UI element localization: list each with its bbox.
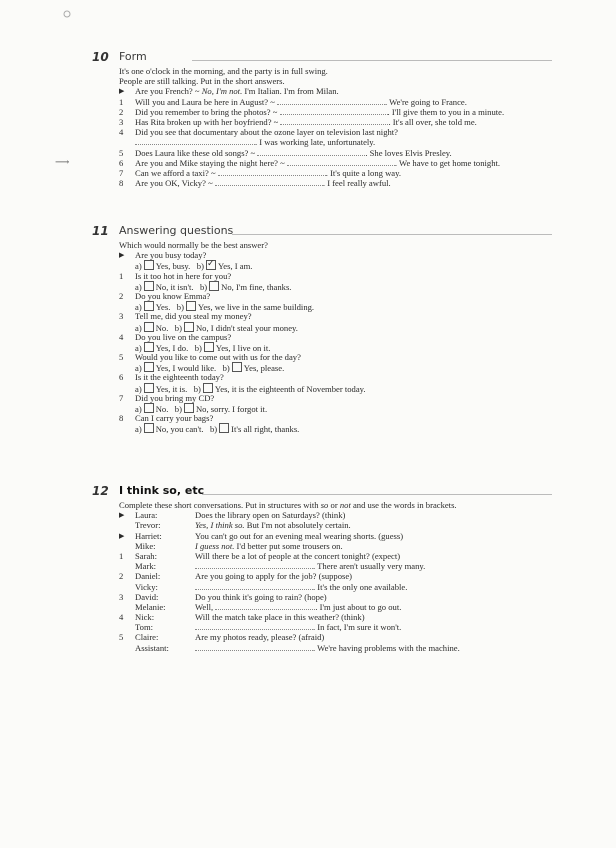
list-item-reply [119, 622, 552, 632]
text-label: Are my photos ready, please? (afraid) [195, 632, 325, 643]
text-label: Laura: [135, 510, 158, 521]
text-span [195, 602, 401, 612]
text-label: . In fact, I'm sure it won't. [313, 622, 402, 633]
divider [232, 234, 552, 235]
checkbox[interactable] [144, 342, 154, 352]
checkbox[interactable] [204, 342, 214, 352]
text-span [135, 148, 452, 158]
text-label: Did you remember to bring the photos? ~ [135, 106, 278, 117]
text-label: . She loves Elvis Presley. [365, 147, 452, 158]
text-label: . We're having problems with the machine. [313, 642, 460, 653]
answer-blank[interactable] [215, 603, 315, 610]
list-item [119, 632, 552, 642]
text-label: 2 [119, 571, 124, 582]
text-label: Yes, I live on it. [215, 342, 271, 353]
example-item [119, 250, 552, 260]
text-span [195, 643, 460, 653]
text-label: Harriet: [135, 530, 162, 541]
answer-blank[interactable] [135, 138, 255, 145]
text-label: Does the library open on Saturdays? (think) [195, 510, 346, 521]
answer-blank[interactable] [280, 118, 388, 125]
text-label: No, I'm not. [201, 86, 243, 97]
answer-blank[interactable] [257, 149, 365, 156]
exercise-number: 11 [92, 224, 109, 238]
answer-blank[interactable] [195, 644, 313, 651]
text-label: 1 [119, 550, 124, 561]
text-label: 3 [119, 311, 124, 322]
answer-options [119, 362, 552, 372]
text-label: b) [199, 281, 208, 292]
text-label: No, I'm fine, thanks. [221, 281, 292, 292]
text-label: Melanie: [135, 601, 166, 612]
text-label: Nick: [135, 612, 155, 623]
text-label: No, it isn't. [155, 281, 194, 292]
text-label: No. [155, 322, 169, 333]
divider [202, 494, 552, 495]
text-span [135, 86, 339, 96]
example-item [119, 86, 552, 96]
checkbox[interactable] [144, 383, 154, 393]
text-label: . I'll give them to you in a minute. [387, 106, 505, 117]
list-item [119, 372, 552, 382]
text-label: 7 [119, 392, 124, 403]
text-label: Complete these short conversations. Put in structures with [119, 500, 319, 510]
text-label: Yes, busy. [155, 261, 191, 272]
text-label: Sarah: [135, 550, 157, 561]
text-label: . It's quite a long way. [325, 167, 401, 178]
text-label: . I was working late, unfortunately. [255, 137, 376, 148]
exercise-number: 12 [92, 484, 109, 498]
text-label: Yes, I am. [217, 261, 253, 272]
text-label: 3 [119, 116, 124, 127]
list-item-reply [119, 561, 552, 571]
list-item [119, 311, 552, 321]
list-item-reply [119, 643, 552, 653]
answer-options [119, 403, 552, 413]
checkbox[interactable] [219, 423, 229, 433]
answer-blank[interactable] [195, 623, 313, 630]
text-span [195, 561, 425, 571]
list-item [119, 127, 552, 137]
list-item [119, 148, 552, 158]
text-label: . I'm just about to go out. [315, 601, 402, 612]
list-item [119, 178, 552, 188]
arrow-icon: ▶ [119, 531, 125, 540]
text-label: 6 [119, 372, 124, 383]
list-item [119, 291, 552, 301]
text-label: a) [135, 322, 142, 333]
text-span [195, 582, 407, 592]
text-label: Are you French? ~ [135, 86, 200, 97]
text-label: It's all right, thanks. [231, 424, 300, 435]
text-label: Yes, please. [243, 363, 285, 374]
exercise-title: Form [119, 50, 147, 63]
text-label: Are you busy today? [135, 250, 207, 261]
checkbox[interactable] [144, 362, 154, 372]
answer-options [119, 383, 552, 393]
text-label: Vicky: [135, 581, 158, 592]
answer-blank[interactable] [280, 108, 388, 115]
text-label: b) [174, 404, 182, 414]
list-item [119, 393, 552, 403]
text-label: No. [155, 404, 169, 414]
text-span [135, 107, 504, 117]
exercise-title: Answering questions [119, 224, 234, 237]
text-label: Has Rita broken up with her boyfriend? ~ [135, 116, 279, 127]
text-label: 8 [119, 413, 124, 424]
text-label: a) [135, 383, 142, 394]
checkbox[interactable] [184, 403, 194, 413]
text-span [135, 137, 375, 147]
text-label: Tell me, did you steal my money? [135, 311, 252, 322]
text-label: I'm Italian. I'm from Milan. [244, 86, 339, 97]
text-label: Mike: [135, 540, 156, 551]
text-label: 4 [119, 127, 124, 138]
text-label: Are you OK, Vicky? ~ [135, 178, 213, 189]
list-item [119, 332, 552, 342]
answer-blank[interactable] [218, 169, 326, 176]
text-label: b) [174, 322, 182, 333]
text-label: Do you think it's going to rain? (hope) [195, 591, 327, 602]
text-label: 5 [119, 147, 124, 158]
text-label: or [330, 500, 338, 510]
text-label: 5 [119, 352, 124, 363]
text-label: No, I didn't steal your money. [195, 322, 298, 333]
text-label: Are you and Mike staying the night here? ~ [135, 157, 285, 168]
text-label: No, you can't. [155, 424, 204, 435]
text-label: 1 [119, 270, 124, 281]
text-label: Will you and Laura be here in August? ~ [135, 96, 275, 107]
checkbox[interactable] [184, 322, 194, 332]
text-label: a) [135, 261, 142, 272]
exercise-title: I think so, etc [119, 484, 205, 497]
text-label: Did you bring my CD? [135, 392, 215, 403]
text-label: Will there be a lot of people at the concert tonight? (expect) [195, 550, 401, 561]
text-label: . It's the only one available. [313, 581, 408, 592]
checked-checkbox[interactable] [206, 260, 216, 270]
instruction: People are still talking. Put in the short answers. [119, 76, 285, 87]
text-label: You can't go out for an evening meal wearing shorts. (guess) [195, 530, 404, 541]
text-span [135, 158, 500, 168]
text-label: Yes, it is. [155, 383, 188, 394]
text-label: not [339, 500, 351, 510]
text-label: 3 [119, 591, 124, 602]
checkbox[interactable] [209, 281, 219, 291]
answer-blank[interactable] [215, 179, 323, 186]
text-span [135, 97, 467, 107]
answer-options [119, 281, 552, 291]
text-label: Are you going to apply for the job? (suppose) [195, 571, 353, 582]
text-label: a) [135, 302, 142, 313]
answer-options [119, 301, 552, 311]
text-label: a) [135, 424, 142, 435]
list-item [119, 158, 552, 168]
checkbox[interactable] [203, 383, 213, 393]
checkbox[interactable] [144, 322, 154, 332]
list-item-reply [119, 582, 552, 592]
text-label: b) [176, 302, 184, 313]
text-label: Can I carry your bags? [135, 413, 214, 424]
text-label: No, sorry. I forgot it. [195, 404, 268, 414]
text-label: Do you live on the campus? [135, 331, 232, 342]
text-label: Tom: [135, 622, 154, 633]
text-label: Daniel: [135, 571, 161, 582]
text-label: Claire: [135, 632, 159, 643]
text-label: 1 [119, 96, 124, 107]
text-label: 7 [119, 167, 124, 178]
list-item [119, 107, 552, 117]
text-label: . It's all over, she told me. [388, 116, 477, 127]
text-label: Trevor: [135, 520, 161, 531]
divider [192, 60, 552, 61]
list-item [119, 117, 552, 127]
exercise-number: 10 [92, 50, 109, 64]
text-label: Did you see that documentary about the ozone layer on television last night? [135, 127, 398, 138]
checkbox[interactable] [232, 362, 242, 372]
text-label: Yes, I would like. [155, 363, 217, 374]
text-label: Do you know Emma? [135, 290, 211, 301]
instruction: It's one o'clock in the morning, and the party is in full swing. [119, 66, 328, 76]
text-label: Yes. [155, 302, 171, 313]
checkbox[interactable] [144, 403, 154, 413]
text-label: a) [135, 363, 142, 374]
example-line [119, 541, 552, 551]
instruction: Which would normally be the best answer? [119, 240, 268, 250]
list-item [119, 551, 552, 561]
example-line [119, 531, 552, 541]
list-item-continuation [119, 137, 552, 147]
text-label: Yes, I do. [155, 342, 189, 353]
answer-blank[interactable] [195, 562, 313, 569]
text-label: 2 [119, 290, 124, 301]
text-label: b) [210, 424, 218, 435]
list-item [119, 271, 552, 281]
checkbox[interactable] [144, 260, 154, 270]
list-item [119, 571, 552, 581]
text-label: b) [193, 383, 201, 394]
text-span [195, 541, 343, 551]
text-label: a) [135, 342, 142, 353]
text-label: b) [196, 261, 204, 272]
punch-hole-icon [63, 10, 71, 18]
text-label: b) [222, 363, 230, 374]
text-label: and use the words in brackets. [352, 500, 457, 510]
text-span [195, 520, 351, 530]
text-span [135, 168, 401, 178]
text-label: so [320, 500, 329, 510]
list-item [119, 592, 552, 602]
arrow-icon: ▶ [119, 251, 125, 260]
text-label: Is it too hot in here for you? [135, 270, 232, 281]
text-label: a) [135, 281, 142, 292]
example-line [119, 520, 552, 530]
example-line [119, 510, 552, 520]
text-span [195, 622, 401, 632]
text-label: . There aren't usually very many. [313, 561, 426, 572]
list-item [119, 97, 552, 107]
text-label: 5 [119, 632, 124, 643]
list-item [119, 352, 552, 362]
exercise-10 [92, 52, 552, 188]
answer-blank[interactable] [287, 159, 395, 166]
text-label: Will the match take place in this weather? (think) [195, 612, 365, 623]
text-label: Well, [195, 601, 214, 612]
checkbox[interactable] [144, 423, 154, 433]
text-label: I guess not. [195, 540, 235, 551]
arrow-icon: ▶ [119, 87, 125, 96]
text-label: 2 [119, 106, 124, 117]
answer-blank[interactable] [277, 98, 385, 105]
checkbox[interactable] [186, 301, 196, 311]
text-label: Yes, it is the eighteenth of November today. [214, 383, 366, 394]
text-label: Mark: [135, 561, 157, 572]
text-label: . We're going to France. [385, 96, 467, 107]
exercise-11 [92, 226, 552, 434]
text-label: But I'm not absolutely certain. [244, 520, 351, 531]
list-item-reply [119, 602, 552, 612]
text-span [135, 423, 299, 434]
text-label: . I feel really awful. [322, 178, 391, 189]
text-label: Would you like to come out with us for the day? [135, 352, 301, 363]
text-span [135, 117, 477, 127]
answer-blank[interactable] [195, 583, 313, 590]
list-item [119, 168, 552, 178]
instruction [119, 500, 552, 510]
example-options [119, 260, 552, 270]
text-label: Is it the eighteenth today? [135, 372, 224, 383]
text-span [135, 178, 391, 188]
text-label: I'd better put some trousers on. [234, 540, 343, 551]
answer-options [119, 423, 552, 433]
text-label: . We have to get home tonight. [394, 157, 501, 168]
pen-mark-icon: ⟶ [55, 157, 70, 168]
list-item [119, 612, 552, 622]
text-label: 6 [119, 157, 124, 168]
text-label: Yes, I think so. [195, 520, 245, 531]
text-label: Assistant: [135, 642, 169, 653]
exercise-12 [92, 486, 552, 653]
checkbox[interactable] [144, 301, 154, 311]
text-label: 4 [119, 612, 124, 623]
text-label: a) [135, 404, 142, 414]
checkbox[interactable] [144, 281, 154, 291]
text-label: Yes, we live in the same building. [197, 302, 315, 313]
answer-options [119, 342, 552, 352]
text-label: Can we afford a taxi? ~ [135, 167, 216, 178]
text-label: b) [194, 342, 202, 353]
arrow-icon: ▶ [119, 511, 125, 520]
list-item [119, 413, 552, 423]
text-label: Does Laura like these old songs? ~ [135, 147, 256, 158]
text-label: 4 [119, 331, 124, 342]
text-label: 8 [119, 178, 124, 189]
text-label: David: [135, 591, 159, 602]
answer-options [119, 322, 552, 332]
